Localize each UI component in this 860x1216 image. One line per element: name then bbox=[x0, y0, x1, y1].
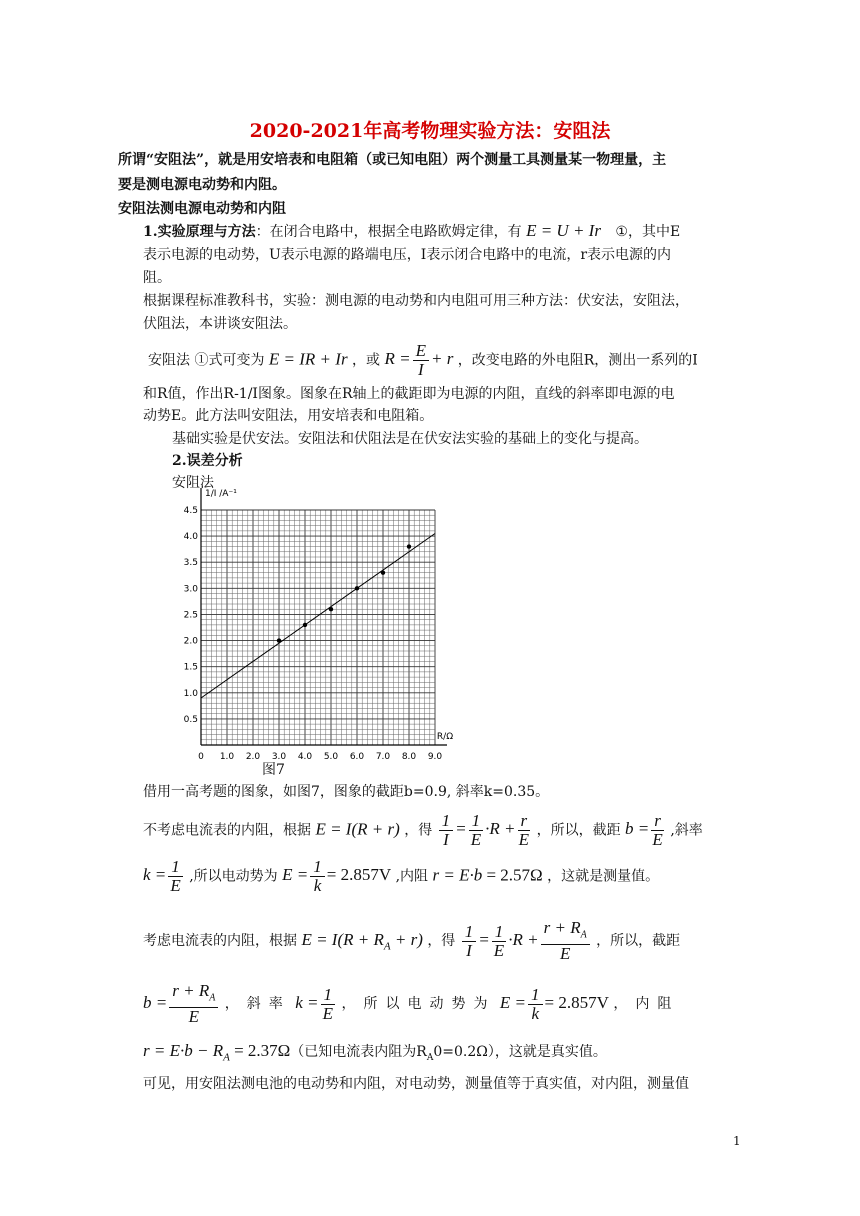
equation-emf-value: E = $\frac{1}{k}$ = 2.857V bbox=[282, 857, 392, 895]
chart-axes bbox=[201, 488, 447, 745]
chart-grid bbox=[201, 510, 435, 745]
x-tick-label: 8.0 bbox=[401, 752, 417, 762]
page-number: 1 bbox=[733, 1134, 741, 1148]
equation-intercept-ra: b = $\frac{r + R_A}{E}$ bbox=[143, 993, 220, 1012]
section-title: 安阻法测电源电动势和内阻 bbox=[118, 201, 286, 217]
true-value-text-c: ，内阻 bbox=[613, 996, 680, 1013]
intro-line-2: 要是测电源电动势和内阻。 bbox=[118, 177, 286, 193]
data-point bbox=[381, 570, 385, 574]
equation-closed-circuit-ra: $E = I(R + R_A + r)$ bbox=[301, 930, 423, 953]
principle-text: ：在闭合电路中，根据全电路欧姆定律，有 bbox=[255, 224, 522, 240]
principle-line-3: 阻。 bbox=[143, 270, 171, 286]
no-ammeter-text-c: ，所以，截距 bbox=[536, 822, 621, 839]
y-tick-label: 1.0 bbox=[183, 688, 198, 699]
y-tick-label: 0.5 bbox=[183, 714, 198, 725]
methods-line-1: 根据课程标准教科书，实验：测电源的电动势和内电阻可用三种方法：伏安法，安阻法， bbox=[143, 293, 689, 309]
equation-slope-ra: k = $\frac{1}{E}$ bbox=[295, 993, 337, 1012]
no-ammeter-resistance-line bbox=[143, 812, 703, 849]
data-point bbox=[355, 586, 359, 590]
method-paragraph-line-1 bbox=[148, 342, 698, 379]
x-tick-label: 3.0 bbox=[271, 752, 287, 762]
graph-borrow-line: 借用一高考题的图象，如图7，图象的截距b=0.9, 斜率k=0.35。 bbox=[143, 784, 550, 800]
data-point bbox=[277, 638, 281, 642]
y-axis-label: 1/I /A⁻¹ bbox=[205, 489, 237, 499]
measured-text-b: ,内阻 bbox=[395, 868, 429, 885]
intro-line-1: 所谓“安阻法”，就是用安培表和电阻箱（或已知电阻）两个测量工具测量某一物理量，主 bbox=[118, 152, 667, 168]
y-tick-label: 2.5 bbox=[183, 610, 198, 621]
y-tick-label: 3.0 bbox=[183, 584, 198, 595]
x-tick-label: 5.0 bbox=[323, 752, 339, 762]
true-value-text-a: ，斜率 bbox=[224, 996, 291, 1013]
y-tick-label: 4.5 bbox=[183, 506, 198, 516]
x-axis-label: R/Ω bbox=[436, 732, 454, 742]
no-ammeter-text-d: ,斜率 bbox=[670, 822, 703, 839]
chart-caption-top: 安阻法 bbox=[172, 475, 214, 491]
no-ammeter-text-a: 不考虑电流表的内阻，根据 bbox=[143, 822, 311, 839]
equation-inverse-i-ra: $\frac{1}{I}$ = $\frac{1}{E}$ ·R + $\frac{r + R_A}{E}$ bbox=[460, 930, 592, 949]
y-tick-label: 2.0 bbox=[183, 636, 198, 647]
with-ammeter-resistance-line bbox=[143, 919, 680, 963]
true-internal-resistance-line bbox=[143, 1041, 607, 1068]
equation-inverse-i: $\frac{1}{I}$ = $\frac{1}{E}$ ·R + $\frac{r}{E}$ bbox=[437, 819, 532, 838]
equation-closed-circuit: E = I(R + r) bbox=[315, 819, 400, 839]
equation-intercept: b = $\frac{r}{E}$ bbox=[625, 811, 663, 849]
basic-experiment-line: 基础实验是伏安法。安阻法和伏阻法是在伏安法实验的基础上的变化与提高。 bbox=[172, 431, 648, 447]
with-ammeter-text-a: 考虑电流表的内阻，根据 bbox=[143, 933, 297, 950]
document-title: 2020-2021年高考物理实验方法：安阻法 bbox=[249, 120, 611, 142]
data-point bbox=[303, 623, 307, 627]
figure-label: 图7 bbox=[262, 762, 285, 778]
x-tick-label: 4.0 bbox=[297, 752, 313, 762]
fit-line bbox=[201, 534, 435, 699]
x-tick-label: 6.0 bbox=[349, 752, 365, 762]
method-text-or: ，或 bbox=[352, 352, 381, 369]
chart-labels bbox=[205, 489, 453, 742]
equation-emf: E = U + Ir bbox=[526, 221, 601, 240]
ammeter-resistance-note-a: （已知电流表内阻为R bbox=[290, 1044, 427, 1060]
measured-text-c: ，这就是测量值。 bbox=[547, 868, 660, 885]
true-value-line bbox=[143, 982, 679, 1026]
with-ammeter-text-b: ，得 bbox=[427, 933, 456, 950]
method-line-3: 动势E。此方法叫安阻法，用安培表和电阻箱。 bbox=[143, 408, 434, 424]
data-point bbox=[407, 544, 411, 548]
equation-r-measured: r = E·b = 2.57Ω bbox=[432, 865, 543, 885]
ammeter-resistance-subscript: A bbox=[426, 1052, 434, 1063]
methods-line-2: 伏阻法，本讲谈安阻法。 bbox=[143, 316, 297, 332]
true-value-text-b: ，所以电动势为 bbox=[341, 996, 496, 1013]
chart-fit-line bbox=[201, 534, 435, 699]
equation-emf-ir: E = IR + Ir bbox=[268, 349, 348, 369]
error-analysis-heading: 2.误差分析 bbox=[172, 453, 243, 469]
equation-r-true: $r = E\cdot b - R_A = 2.37\Omega$ bbox=[143, 1041, 291, 1064]
x-tick-label: 2.0 bbox=[245, 752, 261, 762]
equation-emf-value-ra: E = $\frac{1}{k}$ = 2.857V bbox=[499, 984, 609, 1023]
y-tick-label: 1.5 bbox=[183, 662, 198, 673]
principle-paragraph-line-1 bbox=[143, 221, 680, 242]
no-ammeter-text-b: ，得 bbox=[404, 822, 433, 839]
equation-r-form: R = $\frac{E}{I}$ + r bbox=[384, 341, 454, 379]
principle-heading: 1.实验原理与方法 bbox=[143, 224, 256, 240]
measured-value-line bbox=[143, 858, 659, 895]
x-tick-label: 1.0 bbox=[219, 752, 235, 762]
method-line-2: 和R值，作出R-1/I图象。图象在R轴上的截距即为电源的内阻，直线的斜率即电源的电 bbox=[143, 386, 675, 402]
measured-text-a: ,所以电动势为 bbox=[189, 868, 278, 885]
y-tick-label: 3.5 bbox=[183, 558, 198, 569]
principle-text-end: ①，其中E bbox=[615, 224, 681, 240]
method-text-a: 安阻法 ①式可变为 bbox=[148, 352, 265, 369]
x-tick-label: 0 bbox=[198, 752, 204, 762]
x-tick-label: 9.0 bbox=[427, 752, 443, 762]
data-point bbox=[329, 607, 333, 611]
principle-line-2: 表示电源的电动势，U表示电源的路端电压，I表示闭合电路中的电流，r表示电源的内 bbox=[143, 247, 672, 263]
method-text-c: ，改变电路的外电阻R，测出一系列的I bbox=[457, 352, 698, 369]
x-tick-label: 7.0 bbox=[375, 752, 391, 762]
r-vs-inverse-i-chart bbox=[172, 482, 482, 774]
equation-slope: k = $\frac{1}{E}$ bbox=[143, 865, 185, 884]
ammeter-resistance-note-b: 0=0.2Ω），这就是真实值。 bbox=[433, 1044, 607, 1060]
conclusion-line: 可见，用安阻法测电池的电动势和内阻，对电动势，测量值等于真实值，对内阻，测量值 bbox=[143, 1076, 689, 1092]
with-ammeter-text-c: ，所以，截距 bbox=[596, 933, 681, 950]
y-tick-label: 4.0 bbox=[183, 532, 198, 543]
